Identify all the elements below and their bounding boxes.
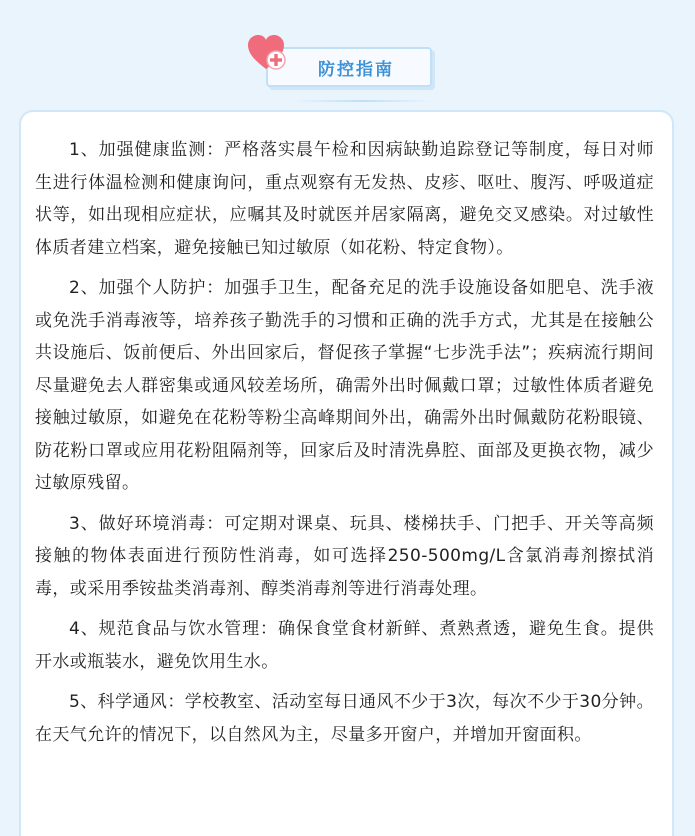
paragraph-personal-protection: 2、加强个人防护：加强手卫生，配备充足的洗手设施设备如肥皂、洗手液或免洗手消毒液等，培养孩子勤洗手的习惯和正确的洗手方式，尤其是在接触公共设施后、饭前便后、外出回家后，督促孩子掌握“七步洗手法”；疾病流行期间尽量避免去人群密集或通风较差场所，确需外出时佩戴口罩；过敏性体质者避免接触过敏原，如避免在花粉等粉尘高峰期间外出，确需外出时佩戴防花粉眼镜、防花粉口罩或应用花粉阻隔剂等，回家后及时清洗鼻腔、面部及更换衣物，减少过敏原残留。 (35, 278, 654, 493)
content-card (19, 110, 674, 836)
paragraph-health-monitoring: 1、加强健康监测：严格落实晨午检和因病缺勤追踪登记等制度，每日对师生进行体温检测和健康询问，重点观察有无发热、皮疹、呕吐、腹泻、呼吸道症状等，如出现相应症状，应嘱其及时就医并居家隔离，避免交叉感染。对过敏性体质者建立档案，避免接触已知过敏原（如花粉、特定食物）。 (35, 140, 654, 258)
page-title: 防控指南 (318, 59, 394, 80)
heart-cross-icon (246, 34, 286, 72)
title-badge (266, 47, 432, 87)
title-underline (292, 100, 432, 102)
paragraph-ventilation: 5、科学通风：学校教室、活动室每日通风不少于3次，每次不少于30分钟。在天气允许的情况下，以自然风为主，尽量多开窗户，并增加开窗面积。 (35, 692, 654, 745)
paragraph-food-water: 4、规范食品与饮水管理：确保食堂食材新鲜、煮熟煮透，避免生食。提供开水或瓶装水，避免饮用生水。 (35, 619, 654, 672)
title-section (240, 30, 440, 110)
paragraph-environment-disinfection: 3、做好环境消毒：可定期对课桌、玩具、楼梯扶手、门把手、开关等高频接触的物体表面进行预防性消毒，如可选择250-500mg/L含氯消毒剂擦拭消毒，或采用季铵盐类消毒剂、醇类消毒剂等进行消毒处理。 (35, 513, 654, 599)
